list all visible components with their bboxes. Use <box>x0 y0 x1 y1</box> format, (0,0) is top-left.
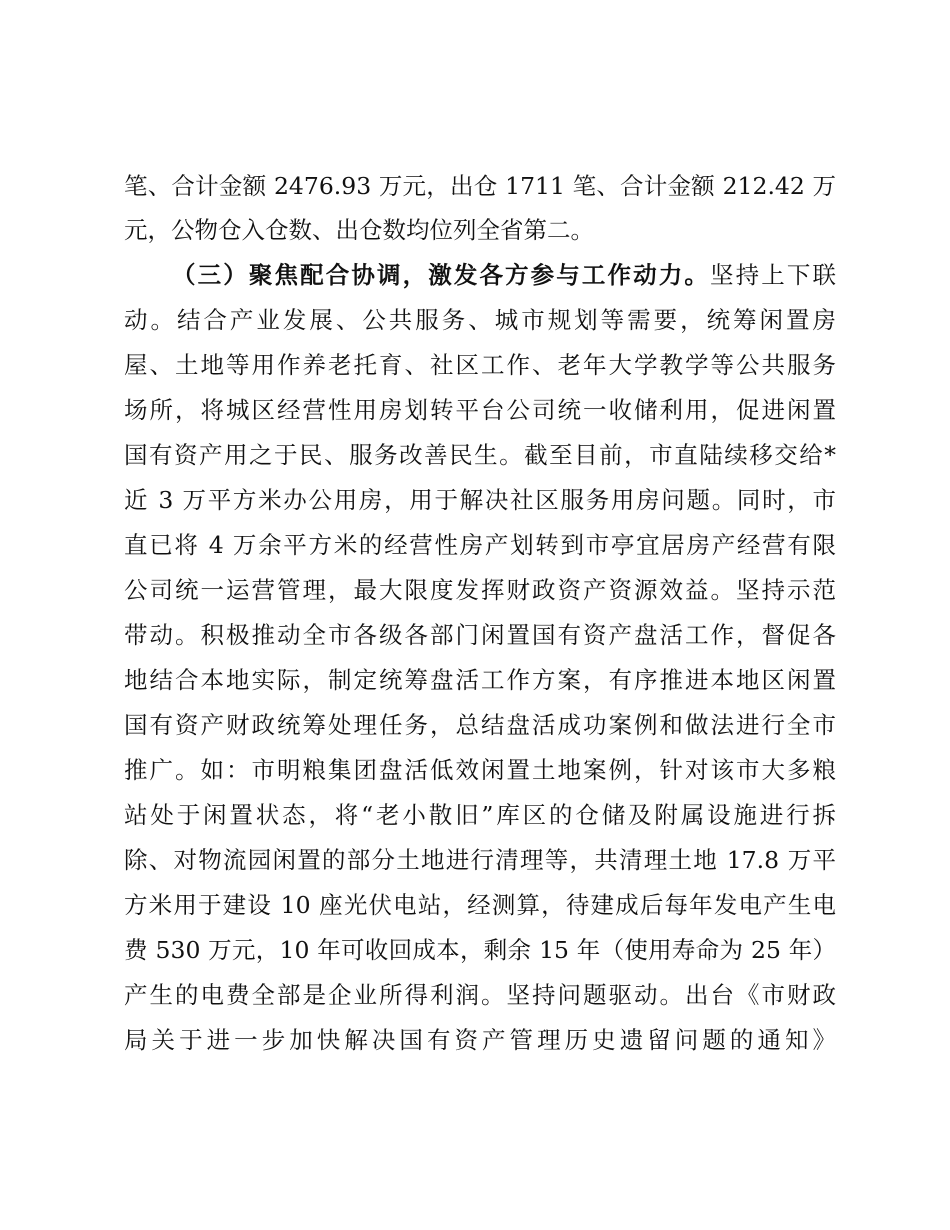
paragraph-line-1: 笔、合计金额 2476.93 万元，出仓 1711 笔、合计金额 212.42 万 <box>124 172 836 200</box>
paragraph-line-4: 动。结合产业发展、公共服务、城市规划等需要，统筹闲置房 <box>124 306 836 334</box>
paragraph-line-20: 局关于进一步加快解决国有资产管理历史遗留问题的通知》 <box>124 1026 836 1054</box>
paragraph-line-19: 产生的电费全部是企业所得利润。坚持问题驱动。出台《市财政 <box>124 981 836 1009</box>
paragraph-line-6: 场所，将城区经营性用房划转平台公司统一收储利用，促进闲置 <box>124 396 836 424</box>
paragraph-line-14: 推广。如：市明粮集团盘活低效闲置土地案例，针对该市大多粮 <box>124 756 836 784</box>
paragraph-line-12: 地结合本地实际，制定统筹盘活工作方案，有序推进本地区闲置 <box>124 666 836 694</box>
paragraph-line-8: 近 3 万平方米办公用房，用于解决社区服务用房问题。同时，市 <box>124 486 836 514</box>
paragraph-line-5: 屋、土地等用作养老托育、社区工作、老年大学教学等公共服务 <box>124 351 836 379</box>
paragraph-line-16: 除、对物流园闲置的部分土地进行清理等，共清理土地 17.8 万平 <box>124 846 836 874</box>
paragraph-line-2: 元，公物仓入仓数、出仓数均位列全省第二。 <box>124 216 594 244</box>
paragraph-line-15: 站处于闲置状态，将“老小散旧”库区的仓储及附属设施进行拆 <box>124 801 836 829</box>
paragraph-line-13: 国有资产财政统筹处理任务，总结盘活成功案例和做法进行全市 <box>124 711 836 739</box>
paragraph-line-11: 带动。积极推动全市各级各部门闲置国有资产盘活工作，督促各 <box>124 621 836 649</box>
paragraph-line-9: 直已将 4 万余平方米的经营性房产划转到市亭宜居房产经营有限 <box>124 531 836 559</box>
heading-line-continuation: 坚持上下联 <box>710 261 837 289</box>
section-heading: （三）聚焦配合协调，激发各方参与工作动力。 <box>172 261 711 289</box>
paragraph-line-7: 国有资产用之于民、服务改善民生。截至目前，市直陆续移交给* <box>124 441 836 469</box>
section-heading-line <box>172 253 836 297</box>
paragraph-line-17: 方米用于建设 10 座光伏电站，经测算，待建成后每年发电产生电 <box>124 891 836 919</box>
paragraph-line-10: 公司统一运营管理，最大限度发挥财政资产资源效益。坚持示范 <box>124 576 836 604</box>
paragraph-line-18: 费 530 万元，10 年可收回成本，剩余 15 年（使用寿命为 25 年） <box>124 936 836 964</box>
